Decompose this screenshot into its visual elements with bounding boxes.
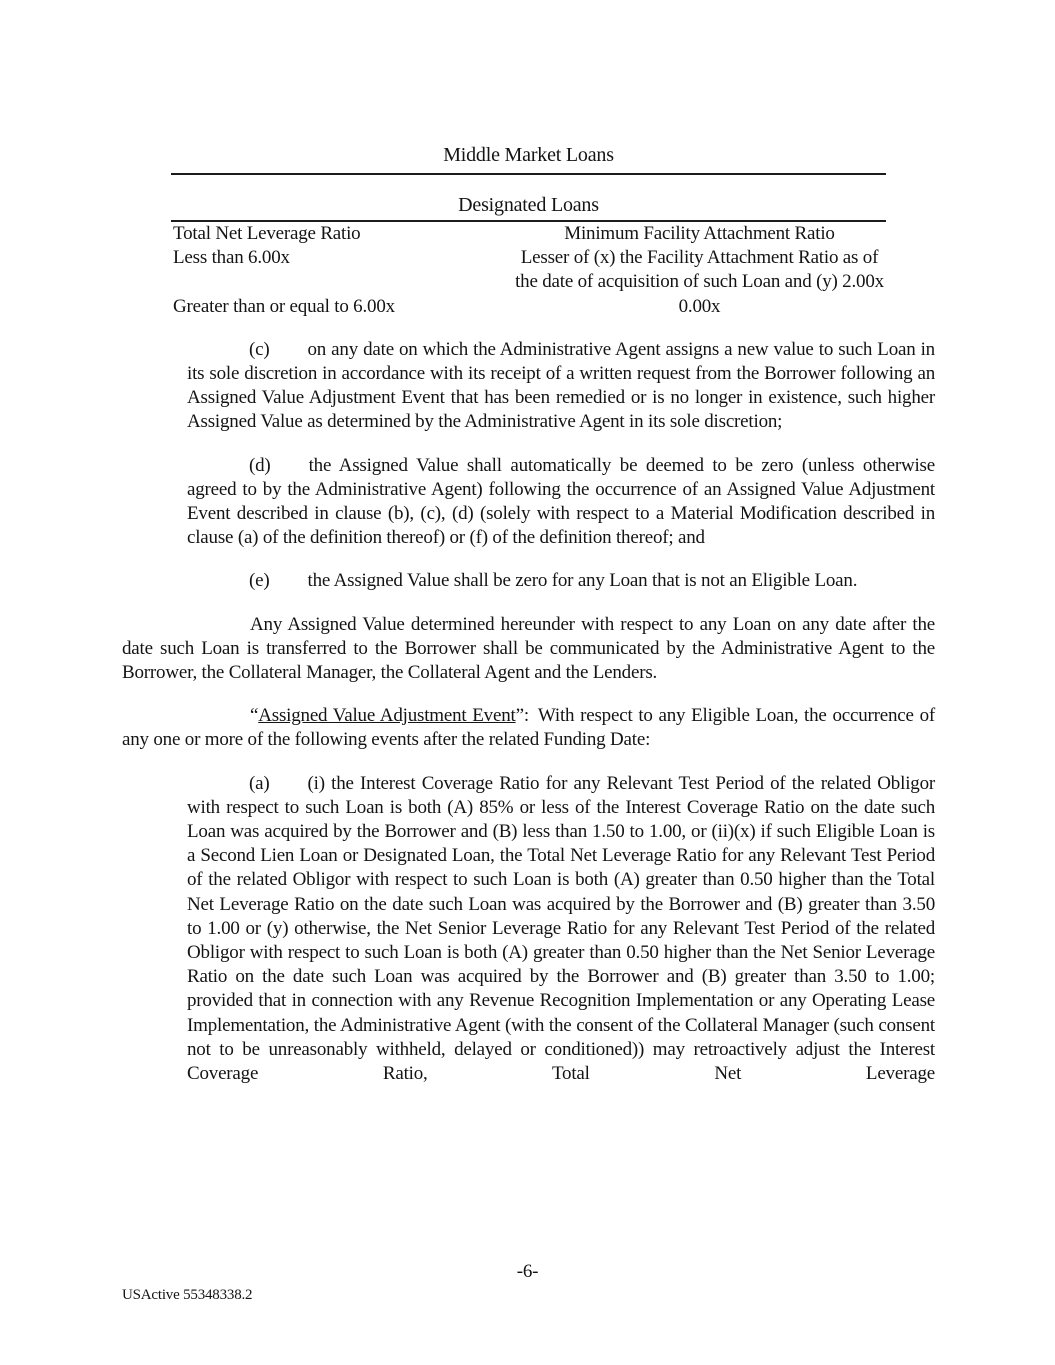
paragraph-communication: Any Assigned Value determined hereunder with respect to any Loan on any date after the date such Loan is transferred to the Borrower shall be communicated by the Administrative Agent to the Borrower, the Collateral Manager, the Collateral Agent and the Lenders.	[122, 613, 935, 684]
clause-label: (d)	[249, 454, 271, 476]
clause-label: (a)	[249, 772, 270, 794]
table-cell-ratio: Greater than or equal to 6.00x	[173, 295, 395, 317]
document-content	[122, 142, 935, 1086]
table-row	[171, 246, 886, 294]
designated-loans-table	[171, 142, 886, 319]
clause-text: on any date on which the Administrative Agent assigns a new value to such Loan in its sole discretion in accordance with its receipt of a written request from the Borrower following an Assigned Value Adjustment Event that has been remedied or is no longer in existence, such higher Assigned Value as determined by the Administrative Agent in its sole discretion;	[187, 338, 935, 433]
table-header-right: Minimum Facility Attachment Ratio	[564, 223, 835, 244]
paragraph-clause-c	[187, 338, 935, 435]
paragraph-clause-a	[187, 772, 935, 1087]
table-header-row	[171, 222, 886, 246]
open-quote: “	[250, 705, 259, 727]
clause-text: (i) the Interest Coverage Ratio for any Relevant Test Period of the related Obligor with respect to such Loan is both (A) 85% or less of the Interest Coverage Ratio on the date such Loan was acquired by the Borrower and (B) less than 1.50 to 1.00, or (ii)(x) if such Eligible Loan is a Second Lien Loan or Designated Loan, the Total Net Leverage Ratio for any Relevant Test Period of the related Obligor with respect to such Loan is both (A) greater than 0.50 higher than the Total Net Leverage Ratio on the date such Loan was acquired by the Borrower and (B) greater than 3.50 to 1.00 or (y) otherwise, the Net Senior Leverage Ratio for any Relevant Test Period of the related Obligor with respect to such Loan is both (A) greater than 0.50 higher than the Net Senior Leverage Ratio on the date such Loan was acquired by the Borrower and (B) greater than 3.50 to 1.00; provided that in connection with any Revenue Recognition Implementation or any Operating Lease Implementation, the Administrative Agent (with the consent of the Collateral Manager (such consent not to be unreasonably withheld, delayed or conditioned)) may retroactively adjust the Interest Coverage Ratio, Total Net Leverage	[187, 772, 935, 1085]
clause-label: (e)	[249, 570, 270, 592]
table-cell-ratio: Less than 6.00x	[173, 247, 290, 269]
table-caption: Designated Loans	[171, 192, 886, 222]
definition-text: With respect to any Eligible Loan, the occurrence of any one or more of the following events after the related Funding Date:	[122, 705, 935, 751]
table-row	[171, 295, 886, 319]
clause-text: the Assigned Value shall be zero for any Loan that is not an Eligible Loan.	[307, 570, 858, 592]
table-header-left: Total Net Leverage Ratio	[173, 223, 361, 244]
page-number: -6-	[516, 1261, 539, 1282]
paragraph-clause-d	[187, 454, 935, 551]
document-id-stamp: USActive 55348338.2	[122, 1287, 253, 1303]
defined-term: Assigned Value Adjustment Event	[258, 705, 516, 727]
close-quote-colon: ”:	[515, 705, 529, 727]
table-cell-attachment: 0.00x	[678, 295, 721, 317]
paragraph-clause-e	[187, 569, 935, 593]
table-cell-attachment: Lesser of (x) the Facility Attachment Ratio as of the date of acquisition of such Loan and (y) 2.00x	[515, 247, 884, 293]
table-title: Middle Market Loans	[171, 142, 886, 175]
paragraph-avae-definition	[122, 704, 935, 752]
clause-text: the Assigned Value shall automatically be deemed to be zero (unless otherwise agreed to by the Administrative Agent) following the occurrence of an Assigned Value Adjustment Event described in clause (b), (c), (d) (solely with respect to a Material Modification described in clause (a) of the definition thereof) or (f) of the definition thereof; and	[187, 454, 935, 549]
clause-label: (c)	[249, 338, 270, 360]
